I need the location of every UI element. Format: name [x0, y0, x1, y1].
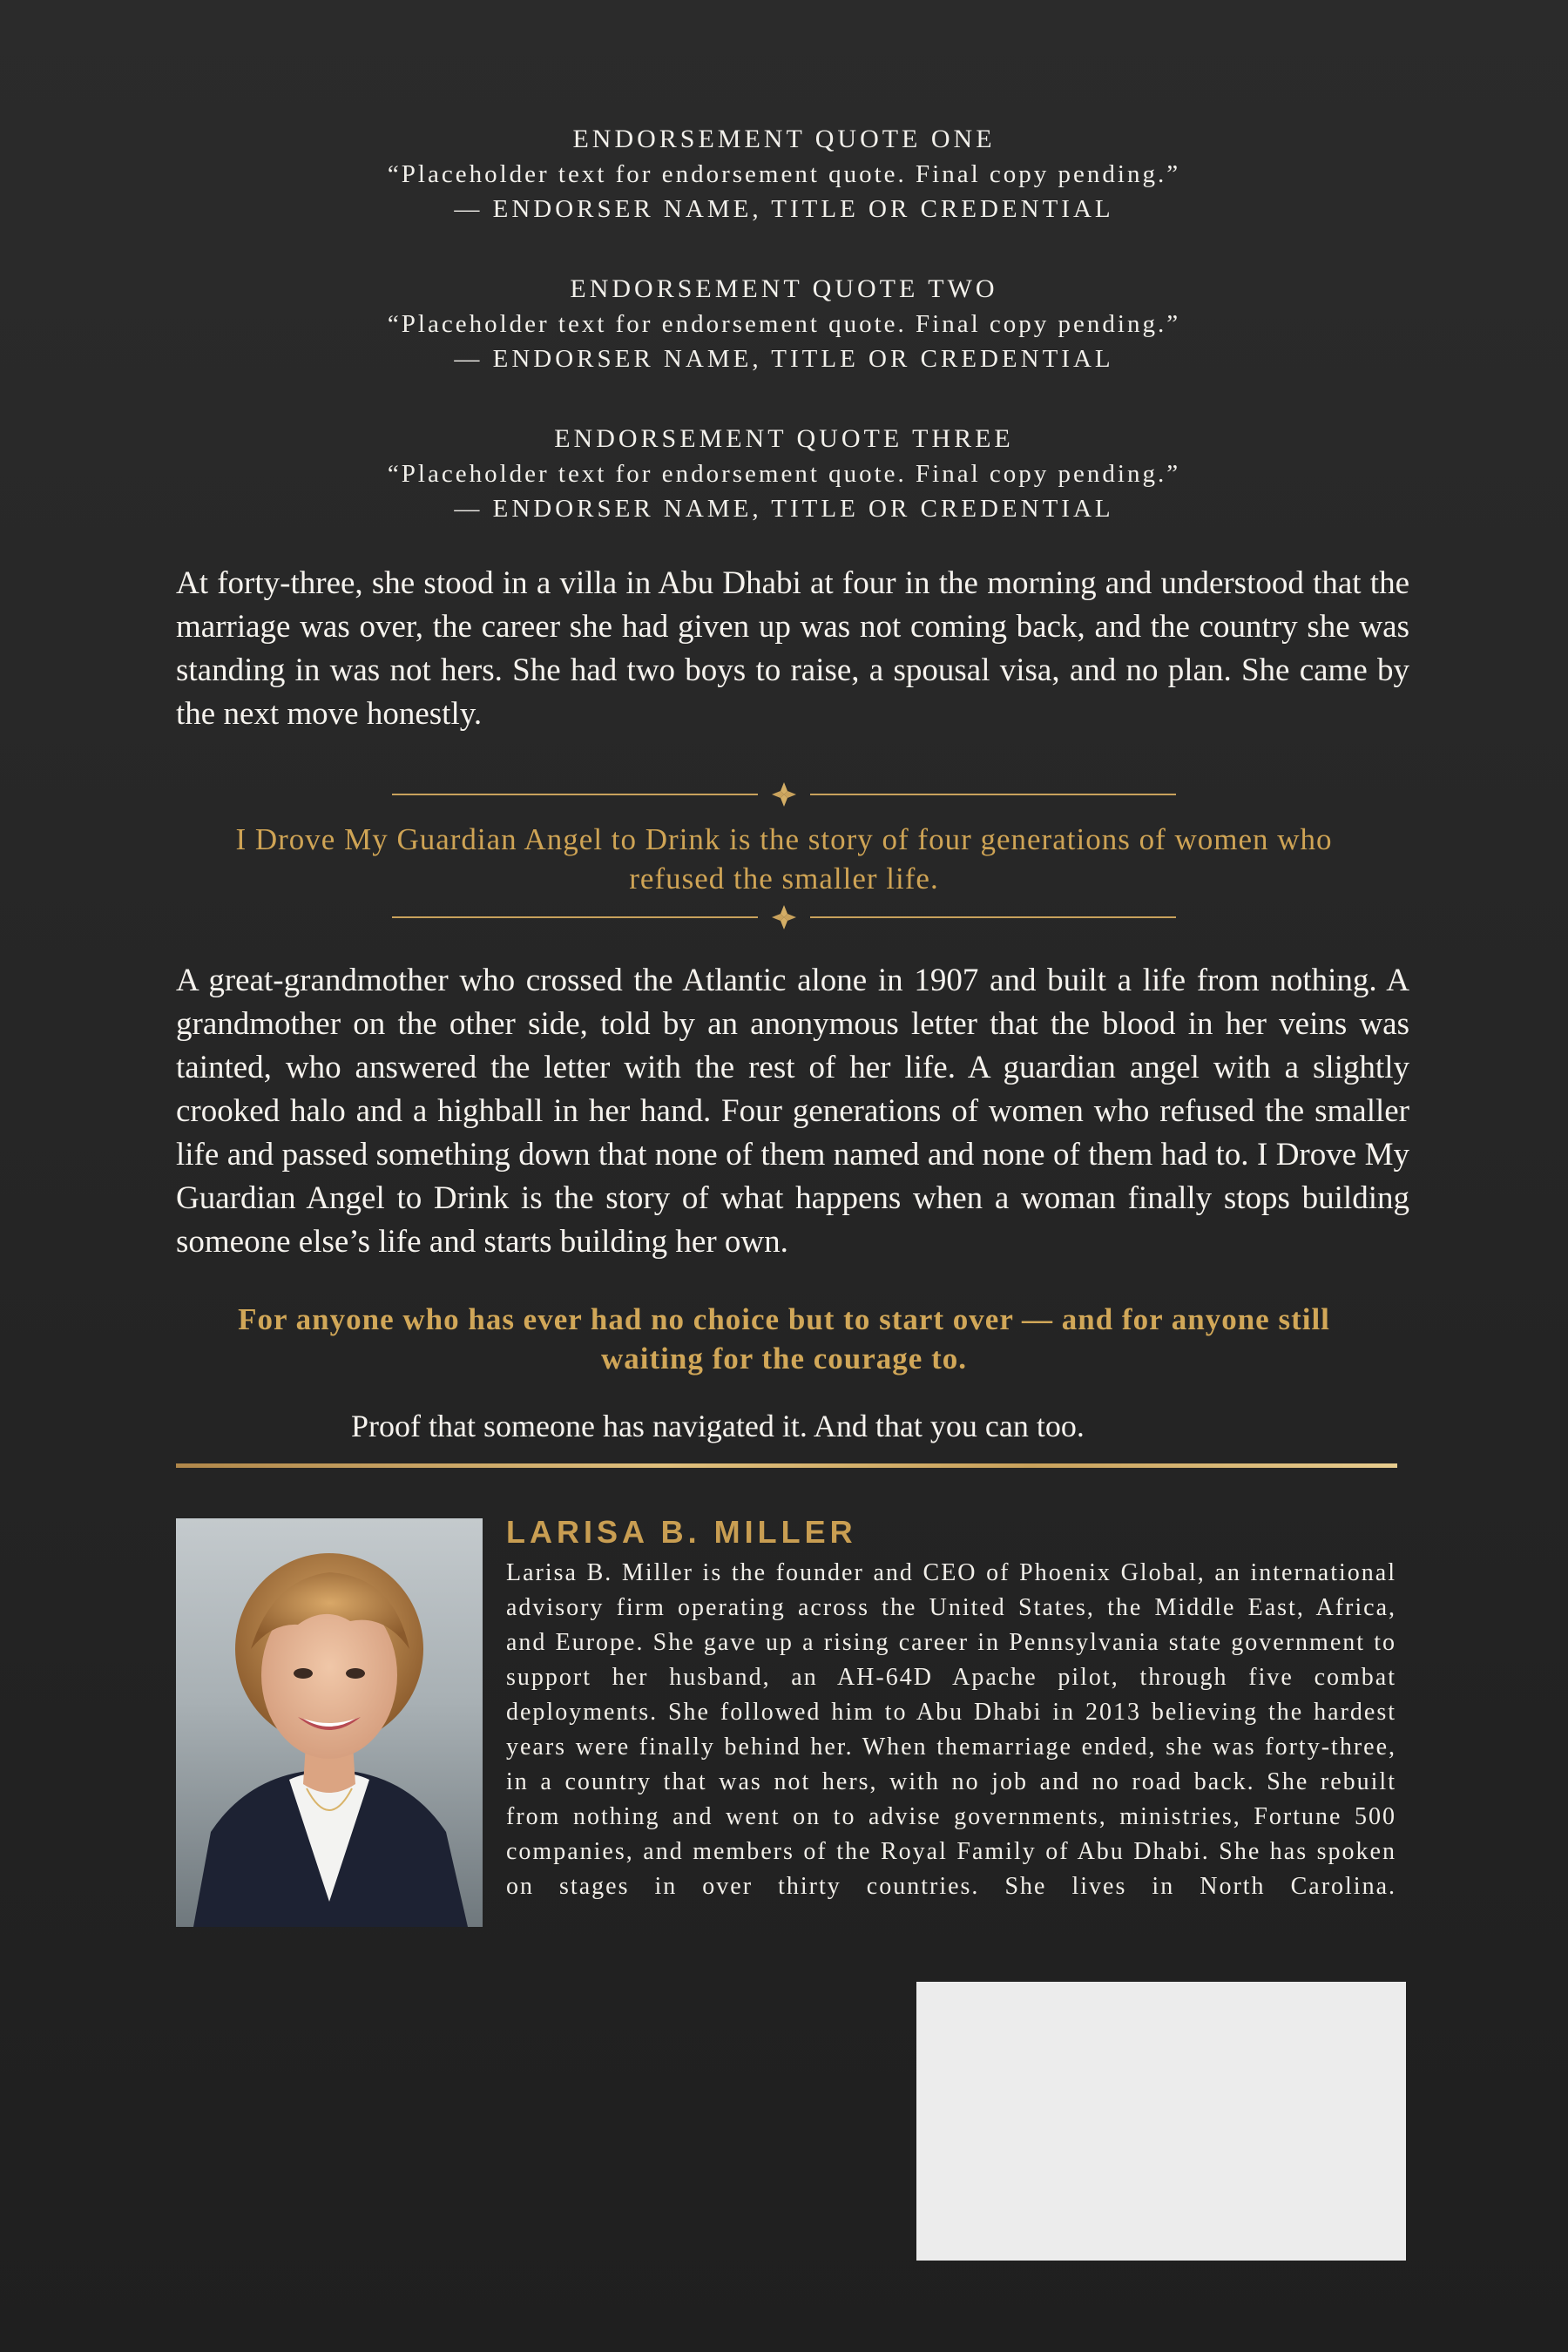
tagline-primary: I Drove My Guardian Angel to Drink is the story of four generations of women who refused the smaller life. [235, 822, 1333, 896]
fleuron-icon [771, 904, 797, 930]
endorsement-heading: ENDORSEMENT QUOTE TWO [570, 274, 998, 303]
divider-line [810, 916, 1176, 918]
author-name: LARISA B. MILLER [506, 1514, 857, 1550]
divider-line [392, 794, 758, 795]
divider-line [392, 916, 758, 918]
gold-divider [176, 1463, 1397, 1468]
endorsement-quote: “Placeholder text for endorsement quote. Final copy pending.” [387, 310, 1181, 338]
endorsement-2 [261, 272, 1307, 376]
divider-line [810, 794, 1176, 795]
ornamental-divider-bottom [392, 904, 1176, 930]
story-paragraph: A great-grandmother who crossed the Atlantic alone in 1907 and built a life from nothing. A grandmother on the other side, told by an anonymous letter that the blood in her veins was tainted, who answered the letter with the rest of her life. A guardian angel with a slightly crooked halo and a highball in her hand. Four generations of women who refused the smaller life and passed something down that none of them named and none of them had to. I Drove My Guardian Angel to Drink is the story of what happens when a woman finally stops building someone else’s life and starts building her own. [176, 963, 1409, 1260]
endorsement-attribution: — ENDORSER NAME, TITLE OR CREDENTIAL [454, 195, 1114, 223]
endorsements-section [261, 122, 1307, 526]
barcode-placeholder [916, 1982, 1406, 2261]
endorsement-attribution: — ENDORSER NAME, TITLE OR CREDENTIAL [454, 345, 1114, 373]
ornamental-divider-top [392, 781, 1176, 808]
endorsement-heading: ENDORSEMENT QUOTE ONE [572, 125, 996, 153]
intro-paragraph: At forty-three, she stood in a villa in Abu Dhabi at four in the morning and understood that the marriage was over, the career she had given up was not coming back, and the country she was standing in was not hers. She had two boys to raise, a spousal visa, and no plan. She came by the next move honestly. [176, 565, 1409, 732]
endorsement-quote: “Placeholder text for endorsement quote. Final copy pending.” [387, 460, 1181, 488]
fleuron-icon [771, 781, 797, 808]
endorsement-1 [261, 122, 1307, 226]
tagline-secondary: For anyone who has ever had no choice but to start over — and for anyone still waiting for the courage to. [238, 1302, 1330, 1375]
proof-line: Proof that someone has navigated it. And that you can too. [351, 1409, 1085, 1443]
endorsement-heading: ENDORSEMENT QUOTE THREE [554, 424, 1014, 453]
endorsement-attribution: — ENDORSER NAME, TITLE OR CREDENTIAL [454, 495, 1114, 523]
endorsement-3 [261, 422, 1307, 526]
author-photo [176, 1518, 483, 1927]
endorsement-quote: “Placeholder text for endorsement quote. Final copy pending.” [387, 160, 1181, 188]
author-bio: Larisa B. Miller is the founder and CEO of Phoenix Global, an international advisory firm operating across the United States, the Middle East, Africa, and Europe. She gave up a rising career in Pennsylvania state government to support her husband, an AH-64D Apache pilot, through five combat deployments. She followed him to Abu Dhabi in 2013 believing the hardest years were finally behind her. When themarriage ended, she was forty-three, in a country that was not hers, with no job and no road back. She rebuilt from nothing and went on to advise governments, ministries, Fortune 500 companies, and members of the Royal Family of Abu Dhabi. She has spoken on stages in over thirty countries. She lives in North Carolina. [506, 1559, 1396, 1900]
